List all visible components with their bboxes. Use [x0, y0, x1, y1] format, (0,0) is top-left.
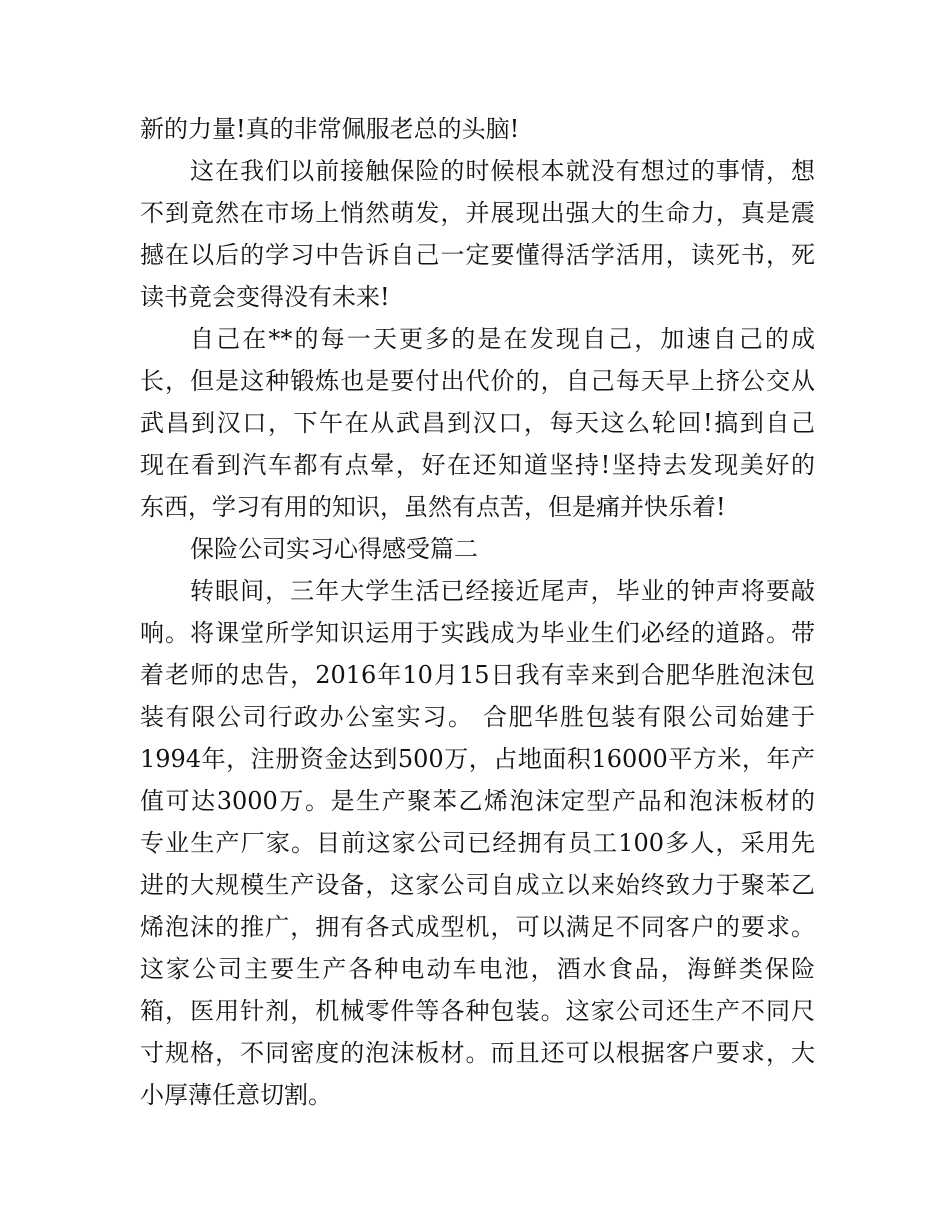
- text-line: 1994年，注册资金达到500万，占地面积16000平方米，年产: [140, 745, 815, 773]
- text-line: 箱，医用针剂，机械零件等各种包装。这家公司还生产不同尺: [140, 997, 815, 1025]
- text-line: 小厚薄任意切割。: [140, 1081, 332, 1109]
- text-line: 武昌到汉口，下午在从武昌到汉口，每天这么轮回!搞到自己: [140, 409, 815, 437]
- text-line: 新的力量!真的非常佩服老总的头脑!: [140, 115, 520, 143]
- text-line: 着老师的忠告，2016年10月15日我有幸来到合肥华胜泡沫包: [140, 661, 815, 689]
- document-body: [140, 108, 815, 1116]
- text-line: 装有限公司行政办公室实习。 合肥华胜包装有限公司始建于: [140, 703, 815, 731]
- text-line: 现在看到汽车都有点晕，好在还知道坚持!坚持去发现美好的: [140, 451, 815, 479]
- text-line: 专业生产厂家。目前这家公司已经拥有员工100多人，采用先: [140, 829, 815, 857]
- text-line: 烯泡沫的推广，拥有各式成型机，可以满足不同客户的要求。: [140, 913, 815, 941]
- text-line: 响。将课堂所学知识运用于实践成为毕业生们必经的道路。带: [140, 619, 815, 647]
- text-line: 自己在**的每一天更多的是在发现自己，加速自己的成: [190, 325, 815, 353]
- text-line: 进的大规模生产设备，这家公司自成立以来始终致力于聚苯乙: [140, 871, 815, 899]
- text-line: 转眼间，三年大学生活已经接近尾声，毕业的钟声将要敲: [190, 577, 815, 605]
- text-line: 寸规格，不同密度的泡沫板材。而且还可以根据客户要求，大: [140, 1039, 815, 1067]
- text-line: 读书竟会变得没有未来!: [140, 283, 390, 311]
- section-heading: 保险公司实习心得感受篇二: [190, 535, 478, 563]
- text-line: 不到竟然在市场上悄然萌发，并展现出强大的生命力，真是震: [140, 199, 815, 227]
- text-line: 值可达3000万。是生产聚苯乙烯泡沫定型产品和泡沫板材的: [140, 787, 815, 815]
- text-line: 撼在以后的学习中告诉自己一定要懂得活学活用，读死书，死: [140, 241, 815, 269]
- text-line: 东西，学习有用的知识，虽然有点苦，但是痛并快乐着!: [140, 493, 726, 521]
- text-line: 这家公司主要生产各种电动车电池，酒水食品，海鲜类保险: [140, 955, 815, 983]
- text-line: 这在我们以前接触保险的时候根本就没有想过的事情，想: [190, 157, 815, 185]
- text-line: 长，但是这种锻炼也是要付出代价的，自己每天早上挤公交从: [140, 367, 815, 395]
